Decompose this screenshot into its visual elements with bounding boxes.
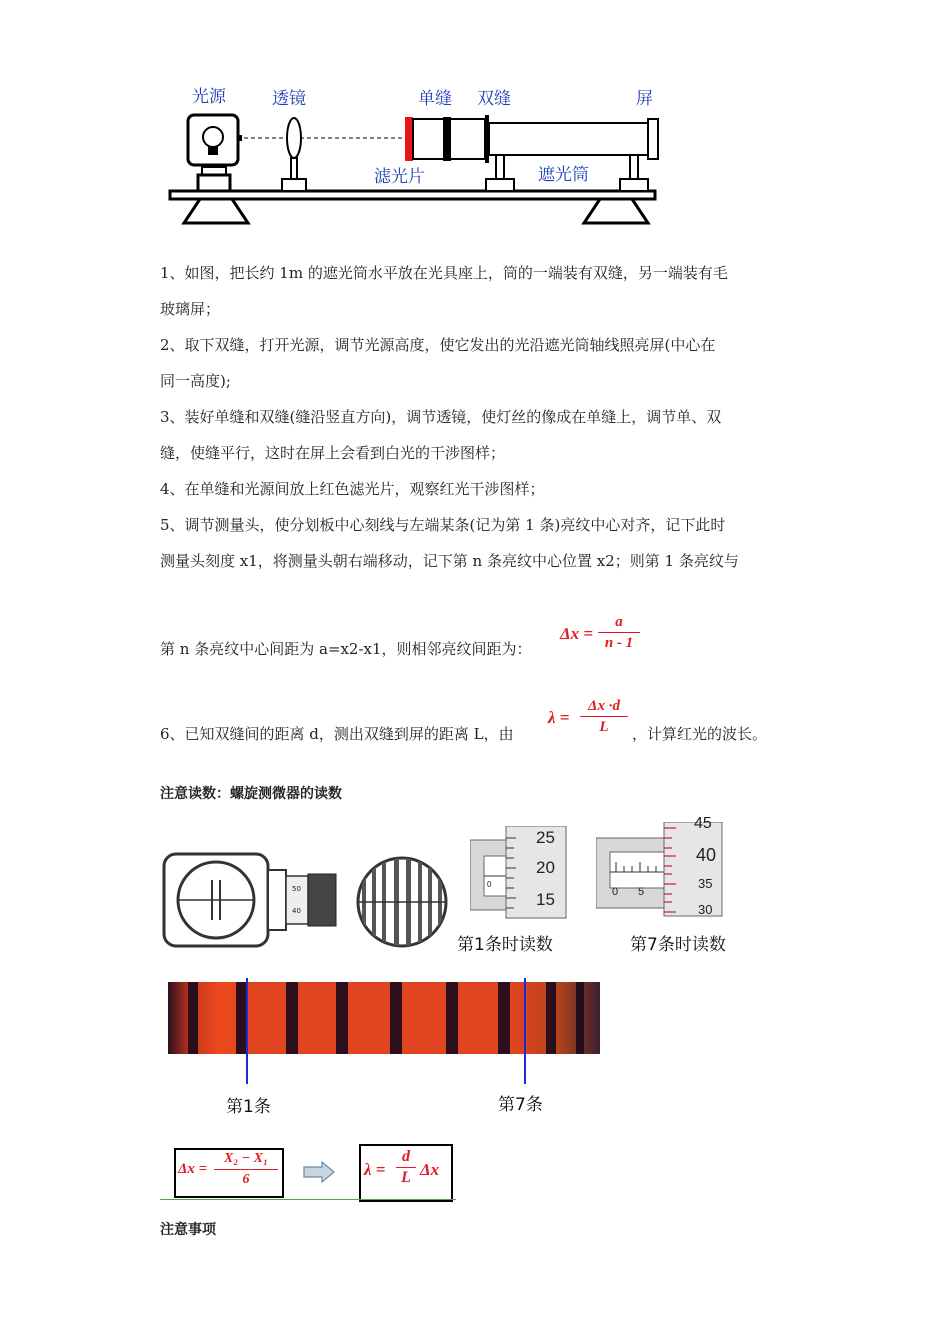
step-5-line-3: 第 n 条亮纹中心间距为 a=x2-x1，则相邻亮纹间距为： [160, 640, 532, 658]
formula-2-fraction [580, 697, 628, 736]
label-light-source: 光源 [192, 87, 226, 107]
reading1-sleeve-0: 0 [487, 880, 492, 889]
formula-1-lhs: Δx = [560, 624, 594, 643]
green-underline [160, 1199, 456, 1200]
step-6-prefix: 6、已知双缝间的距离 d，测出双缝到屏的距离 L，由 [160, 725, 514, 743]
step-3-line-2: 缝，使缝平行，这时在屏上会看到白光的干涉图样； [160, 444, 506, 462]
reading1-tick-25: 25 [536, 828, 555, 847]
formula-4-fraction [396, 1148, 416, 1187]
formula-4-denominator: L [401, 1169, 411, 1186]
formula-2-denominator: L [599, 719, 609, 735]
bench-foot-right [584, 199, 648, 223]
formula-4-lhs: λ = [364, 1160, 386, 1179]
step-3-line-1: 3、装好单缝和双缝(缝沿竖直方向)，调节透镜，使灯丝的像成在单缝上，调节单、双 [160, 408, 722, 426]
formula-1-denominator: n - 1 [604, 635, 634, 651]
lens-shape [287, 118, 301, 158]
heading-notes: 注意事项 [160, 1222, 216, 1238]
formula-4-tail: Δx [420, 1160, 440, 1179]
eyepiece-scale-40: 40 [292, 907, 301, 915]
bulb-icon [203, 127, 223, 147]
reading7-tick-30: 30 [698, 902, 713, 917]
heading-reading: 注意读数：螺旋测微器的读数 [160, 786, 342, 802]
label-double-slit: 双缝 [477, 89, 511, 109]
label-light-tube: 遮光筒 [538, 165, 589, 185]
step-6-suffix: ，计算红光的波长。 [632, 725, 768, 743]
formula-2-numerator: Δx ·d [588, 698, 620, 714]
step-2-line-2: 同一高度); [160, 372, 231, 390]
reading7-sleeve-5: 5 [638, 886, 645, 898]
fringe-label-1: 第1条 [226, 1097, 271, 1117]
fringe-marker-1 [246, 978, 248, 1084]
micrometer-reading-1 [470, 826, 570, 920]
formula-1-numerator: a [615, 614, 623, 630]
reading7-tick-45: 45 [694, 815, 712, 832]
step-1-line-1: 1、如图，把长约 1m 的遮光筒水平放在光具座上，筒的一端装有双缝，另一端装有毛 [160, 264, 728, 282]
step-2-line-1: 2、取下双缝，打开光源，调节光源高度，使它发出的光沿遮光筒轴线照亮屏(中心在 [160, 336, 716, 354]
step-4-line-1: 4、在单缝和光源间放上红色滤光片，观察红光干涉图样； [160, 480, 545, 498]
reading7-tick-40: 40 [696, 845, 717, 865]
field-view-figure [354, 854, 450, 950]
formula-3-numerator: X₂ − X₁ [224, 1151, 268, 1166]
eyepiece-figure [160, 850, 340, 950]
filter-shape [405, 117, 413, 161]
optical-bench [170, 191, 655, 199]
reading7-caption: 第7条时读数 [630, 935, 726, 955]
reading7-sleeve-0: 0 [612, 886, 619, 898]
formula-4-numerator: d [402, 1148, 410, 1165]
fringe-label-7: 第7条 [498, 1095, 543, 1115]
single-slit-shape [443, 117, 451, 161]
fringe-marker-7 [524, 978, 526, 1084]
step-1-line-2: 玻璃屏； [160, 300, 221, 318]
step-5-line-2: 测量头刻度 x1，将测量头朝右端移动，记下第 n 条亮纹中心位置 x2；则第 1 条亮纹与 [160, 552, 739, 570]
reading7-tick-35: 35 [698, 876, 713, 891]
formula-1-fraction [598, 613, 640, 652]
bench-foot-left [184, 199, 248, 223]
reading1-tick-15: 15 [536, 890, 555, 909]
formula-3-denominator: 6 [242, 1172, 250, 1187]
reading1-tick-20: 20 [536, 858, 555, 877]
formula-3-fraction [214, 1150, 278, 1189]
label-single-slit: 单缝 [418, 89, 452, 109]
fringe-pattern [168, 982, 600, 1054]
formula-3-lhs: Δx = [178, 1161, 208, 1177]
label-lens: 透镜 [272, 89, 306, 109]
label-filter: 滤光片 [374, 167, 425, 187]
arrow-right-icon [302, 1160, 336, 1188]
step-5-line-1: 5、调节测量头，使分划板中心刻线与左端某条(记为第 1 条)亮纹中心对齐，记下此时 [160, 516, 726, 534]
reading1-caption: 第1条时读数 [457, 935, 553, 955]
label-screen: 屏 [636, 89, 653, 109]
eyepiece-scale-50: 50 [292, 885, 301, 893]
light-tube-shape [489, 123, 649, 155]
formula-2-lhs: λ = [548, 708, 570, 727]
